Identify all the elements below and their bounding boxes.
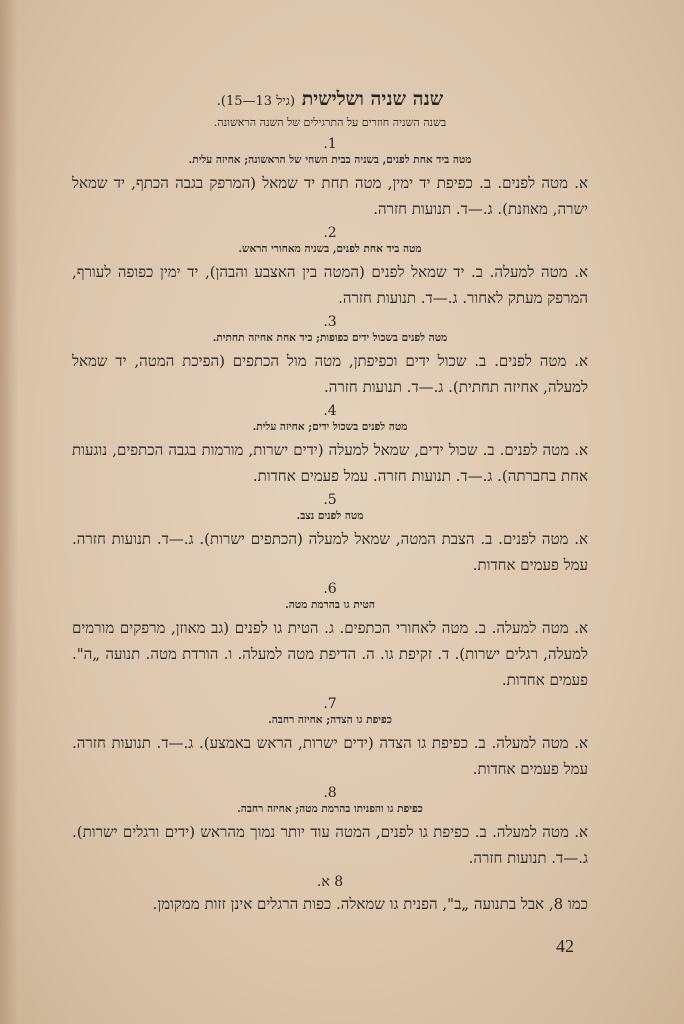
- exercise-starting-position: מטה ביד אחת לפנים, בשניה מאחורי הראש.: [238, 243, 422, 255]
- exercise-number: 1.: [323, 136, 337, 152]
- chapter-subtitle: בשנה השניה חוזרים על התרגילים של השנה הראשונה.: [213, 116, 447, 129]
- exercise-4: [72, 402, 588, 489]
- exercise-2: [72, 224, 588, 311]
- page-number: 42: [556, 936, 574, 956]
- exercise-8a: [72, 873, 588, 917]
- exercise-starting-position: מטה לפנים בשכול ידים; אחיזה עלית.: [252, 421, 408, 433]
- exercise-starting-position: מטה לפנים נצב.: [296, 510, 364, 522]
- exercise-number: 8 א.: [316, 874, 344, 890]
- exercise-1: [72, 135, 588, 222]
- chapter-heading: [72, 86, 588, 115]
- page-edge-shadow: [0, 0, 18, 1024]
- exercise-8: [72, 784, 588, 871]
- exercise-number: 3.: [323, 314, 337, 330]
- exercise-instructions: א. מטה לפנים. ב. שכול ידים, שמאל למעלה (ידים ישרות, מורמות בגבה הכתפים, נוגעות אחת בחברתה). ג.—ד. תנועות חזרה. עמל פעמים אחדות.: [72, 441, 588, 485]
- exercise-number: 5.: [323, 492, 337, 508]
- exercise-instructions: כמו 8, אבל בתנועה „ב", הפנית גו שמאלה. כפות הרגלים אינן זזות ממקומן.: [152, 895, 588, 913]
- exercise-number: 2.: [323, 225, 337, 241]
- exercise-3: [72, 313, 588, 400]
- exercise-instructions: א. מטה לפנים. ב. כפיפת יד ימין, מטה תחת יד שמאל (המרפק בגבה הכתף, יד שמאל ישרה, מאוזנת). ג.—ד. תנועות חזרה.: [72, 174, 588, 218]
- page-content: [72, 86, 588, 917]
- exercise-instructions: א. מטה למעלה. ב. כפיפת גו לפנים, המטה עוד יותר נמוך מהראש (ידים ורגלים ישרות). ג.—ד. תנועות חזרה.: [72, 823, 588, 867]
- exercise-7: [72, 695, 588, 782]
- exercise-starting-position: הטית גו בהרמת מטה.: [285, 599, 375, 611]
- exercise-instructions: א. מטה למעלה. ב. מטה לאחורי הכתפים. ג. הטית גו לפנים (גב מאוזן, מרפקים מורמים למעלה, רגלים ישרות). ד. זקיפת גו. ה. הדיפת מטה למעלה. ו. הורדת מטה. תנועה „ה". פעמים אחדות.: [72, 619, 588, 689]
- exercise-number: 4.: [323, 403, 337, 419]
- exercise-instructions: א. מטה לפנים. ב. הצבת המטה, שמאל למעלה (הכתפים ישרות). ג.—ד. תנועות חזרה. עמל פעמים אחדות.: [72, 530, 588, 574]
- exercise-starting-position: כפיפת גו והפניתו בהרמת מטה; אחיזה רחבה.: [237, 803, 423, 815]
- exercise-6: [72, 580, 588, 693]
- exercise-starting-position: כפיפת גו הצדה; אחיזה רחבה.: [268, 714, 392, 726]
- exercise-number: 8.: [323, 785, 337, 801]
- exercise-starting-position: מטה לפנים בשכול ידים כפופות; כיד אחת אחיזה תחתית.: [212, 332, 448, 344]
- exercise-instructions: א. מטה לפנים. ב. שכול ידים וכפיפתן, מטה מול הכתפים (הפיכת המטה, יד שמאל למעלה, אחיזה תחתית). ג.—ד. תנועות חזרה.: [72, 352, 588, 396]
- chapter-title: שנה שניה ושלישית: [301, 88, 444, 110]
- exercise-instructions: א. מטה למעלה. ב. כפיפת גו הצדה (ידים ישרות, הראש באמצע). ג.—ד. תנועות חזרה. עמל פעמים אחדות.: [72, 734, 588, 778]
- exercise-starting-position: מטה ביד אחת לפנים, בשניה בבית השחי של הראשונה; אחיזה עלית.: [188, 154, 472, 166]
- chapter-age-note: (גיל 13—15).: [216, 94, 296, 109]
- exercise-number: 6.: [323, 581, 337, 597]
- exercise-number: 7.: [323, 696, 337, 712]
- exercise-5: [72, 491, 588, 578]
- exercise-instructions: א. מטה למעלה. ב. יד שמאל לפנים (המטה בין האצבע והבהן), יד ימין כפופה לעורף, המרפק מעתק לאחור. ג.—ד. תנועות חזרה.: [72, 263, 588, 307]
